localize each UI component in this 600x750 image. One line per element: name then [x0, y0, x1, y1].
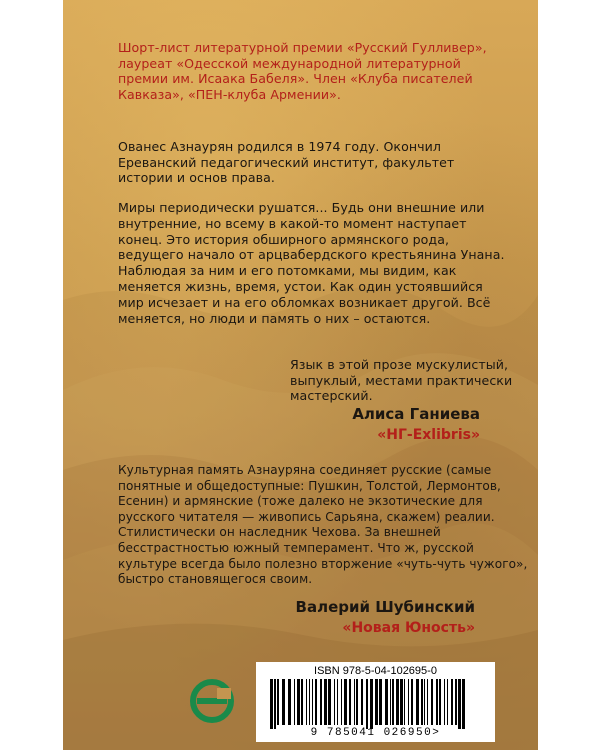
quote-line: Язык в этой прозе мускулистый,: [290, 357, 509, 372]
quote-author-ganieva: Алиса Ганиева: [352, 405, 480, 423]
quote-source-exlibris: «НГ-Exlibris»: [377, 427, 480, 443]
barcode-bar: [396, 679, 399, 725]
barcode-bar: [447, 679, 448, 725]
barcode-bar: [341, 679, 342, 725]
quote-ganieva-block: [290, 357, 512, 404]
barcode-bar: [390, 679, 391, 725]
barcode-bar: [427, 679, 428, 725]
barcode-bar: [431, 679, 433, 725]
barcode-bar: [436, 679, 438, 725]
barcode-bar: [294, 679, 295, 725]
barcode-bar: [354, 679, 355, 725]
quote-line: понятные и общедоступные: Пушкин, Толстой, Лермонтов,: [118, 478, 501, 493]
barcode-bar: [366, 679, 368, 729]
barcode-bar: [455, 679, 457, 725]
quote-line: культуре всегда было полезно вторжение «чуть-чуть чужого»,: [118, 556, 528, 571]
barcode-bar: [439, 679, 441, 725]
barcode-bar: [385, 679, 388, 725]
barcode-digits-text: 9 785041 026950: [310, 727, 433, 739]
barcode-bar: [334, 679, 335, 725]
barcode-bar: [274, 679, 276, 729]
quote-source-yunost: «Новая Юность»: [342, 620, 475, 636]
barcode-bar: [444, 679, 445, 725]
barcode-bar: [312, 679, 313, 725]
quote-shubinsky-block: [118, 463, 527, 588]
description-line: меняется жизнь, время, устои. Как один устоявшийся: [118, 278, 483, 294]
barcode-bar: [451, 679, 453, 725]
barcode-bar: [416, 679, 419, 725]
quote-line: Культурная память Азнауряна соединяет русские (самые: [118, 463, 492, 477]
author-awards-block: [118, 40, 487, 102]
barcode-digits: [256, 727, 495, 739]
bio-line: истории и основ права.: [118, 170, 275, 186]
barcode-bar: [356, 679, 358, 725]
barcode-bar: [270, 679, 273, 729]
bio-line: Ованес Азнаурян родился в 1974 году. Окончил: [118, 139, 441, 154]
barcode-bar: [361, 679, 363, 725]
quote-line: быстро становящегося своим.: [118, 572, 313, 587]
awards-line: Шорт-лист литературной премии «Русский Гулливер»,: [118, 40, 487, 55]
author-bio-block: [118, 139, 454, 186]
barcode-bar: [458, 679, 461, 729]
barcode-bar: [324, 679, 327, 725]
barcode-bar: [400, 679, 403, 725]
barcode-bar: [315, 679, 317, 725]
barcode-bar: [320, 679, 322, 725]
description-line: ведущего начало от арцвабердского крестьянина Унана.: [118, 247, 505, 263]
quote-line: бесстрастностью южный темперамент. Что ж, русской: [118, 540, 474, 555]
barcode-bar: [337, 679, 338, 725]
barcode-bar: [282, 679, 285, 725]
barcode-bars: [270, 679, 481, 729]
barcode-bar: [424, 679, 425, 725]
quote-line: мастерский.: [290, 388, 373, 404]
barcode-bar: [408, 679, 409, 725]
awards-line: Кавказа», «ПЕН-клуба Армении».: [118, 86, 341, 102]
barcode-bar: [421, 679, 423, 725]
barcode-bar: [392, 679, 394, 725]
description-line: меняется, но люди и память о них – остаются.: [118, 310, 431, 326]
description-line: Миры периодически рушатся... Будь они внешние или: [118, 200, 485, 215]
awards-line: премии им. Исаака Бабеля». Член «Клуба писателей: [118, 71, 473, 87]
book-back-cover: [63, 0, 538, 750]
isbn-number: ISBN 978-5-04-102695-0: [314, 665, 437, 677]
quote-author-shubinsky: Валерий Шубинский: [295, 598, 475, 616]
description-line: внутренние, но всему в какой-то момент наступает: [118, 215, 467, 231]
description-line: конец. Это история обширного армянского рода,: [118, 231, 450, 247]
barcode-bar: [379, 679, 382, 725]
quote-line: Есенин) и армянские (тоже далеко не экзотические для: [118, 494, 483, 509]
barcode-bar: [349, 679, 351, 725]
barcode-bar: [297, 679, 300, 725]
quote-line: русского читателя — живопись Сарьяна, скажем) реалии.: [118, 509, 495, 524]
barcode-bar: [411, 679, 413, 725]
barcode-bar: [328, 679, 331, 725]
barcode-bar: [370, 679, 373, 729]
book-description-block: [118, 200, 505, 326]
barcode-bar: [375, 679, 378, 725]
barcode-bar: [288, 679, 291, 725]
quote-line: выпуклый, местами практически: [290, 372, 513, 388]
quote-line: Стилистически он наследник Чехова. За внешней: [118, 525, 441, 540]
barcode-bar: [301, 679, 303, 725]
barcode-bar: [462, 679, 465, 729]
isbn-barcode: [256, 662, 495, 742]
barcode-arrow: >: [432, 727, 441, 739]
barcode-bar: [306, 679, 307, 725]
description-line: Наблюдая за ним и его потомками, мы видим, как: [118, 263, 457, 279]
bio-line: Ереванский педагогический институт, факультет: [118, 154, 455, 170]
barcode-bar: [404, 679, 405, 725]
barcode-bar: [277, 679, 279, 725]
eksmo-logo-icon: [187, 676, 237, 726]
barcode-bar: [344, 679, 347, 725]
awards-line: лауреат «Одесской международной литературной: [118, 55, 461, 71]
barcode-bar: [309, 679, 310, 725]
description-line: мир исчезает и на его обломках возникает другой. Всё: [118, 294, 491, 310]
